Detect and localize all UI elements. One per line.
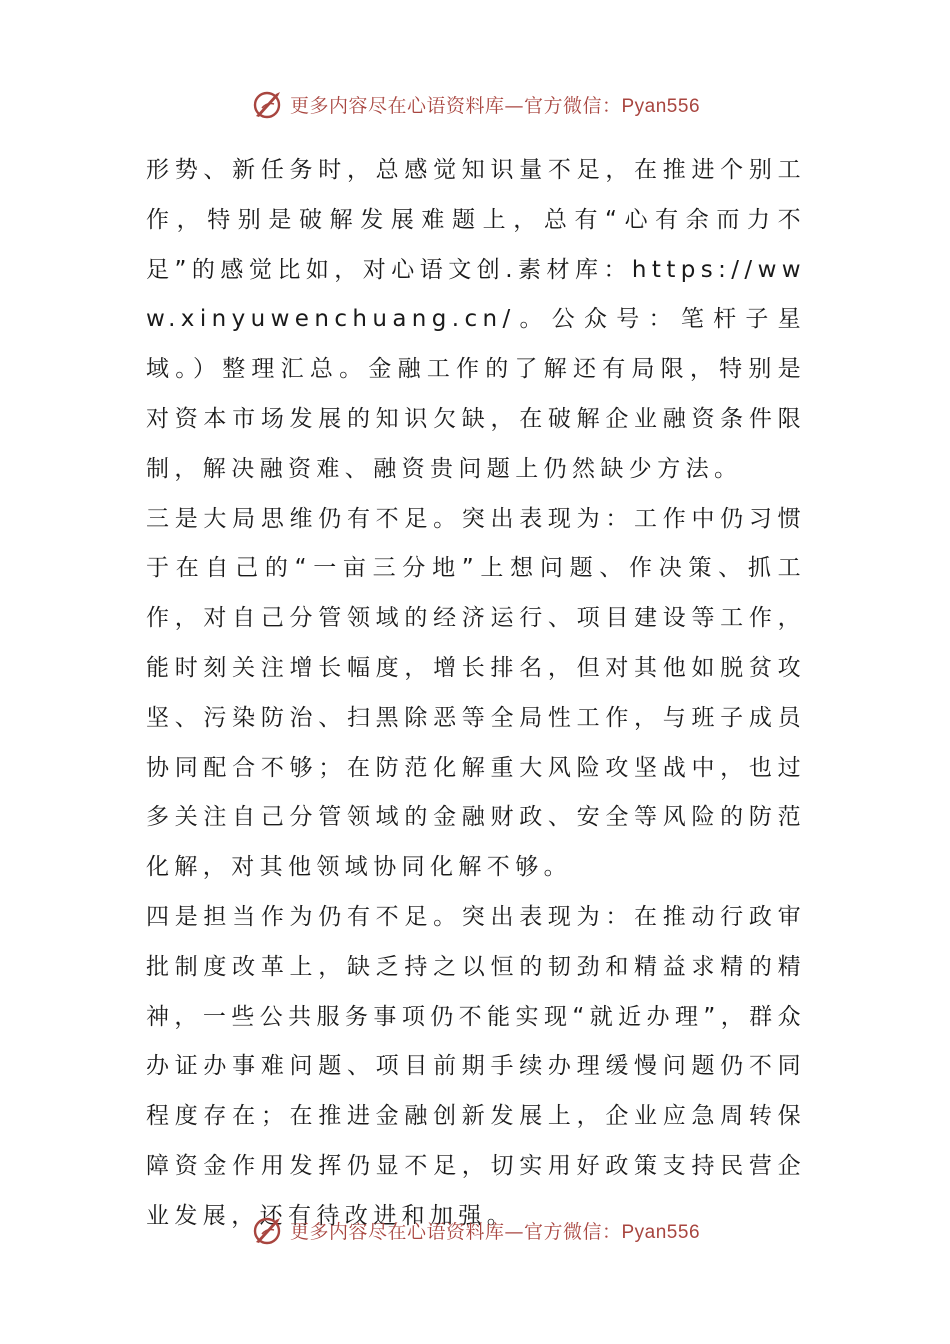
footer-banner-text (290, 1217, 700, 1244)
document-body (146, 146, 806, 1242)
footer-banner-account: Pyan556 (621, 1221, 701, 1243)
pen-circle-logo-icon (250, 1212, 286, 1248)
footer-banner-label: 更多内容尽在心语资料库—官方微信： (289, 1220, 622, 1243)
header-banner-account: Pyan556 (621, 95, 701, 117)
paragraph-1: 形势、新任务时，总感觉知识量不足，在推进个别工作，特别是破解发展难题上，总有“心有余而力不足”的感觉比如，对心语文创.素材库：https://www.xinyuwenchuang.cn/。公众号：笔杆子星域。）整理汇总。金融工作的了解还有局限，特别是对资本市场发展的知识欠缺，在破解企业融资条件限制，解决融资难、融资贵问题上仍然缺少方法。 (146, 157, 806, 482)
footer-banner (0, 1210, 950, 1250)
header-banner (0, 84, 950, 124)
paragraph-3: 四是担当作为仍有不足。突出表现为：在推动行政审批制度改革上，缺乏持之以恒的韧劲和精益求精的精神，一些公共服务事项仍不能实现“就近办理”，群众办证办事难问题、项目前期手续办理缓慢问题仍不同程度存在；在推进金融创新发展上，企业应急周转保障资金作用发挥仍显不足，切实用好政策支持民营企业发展，还有待改进和加强。 (146, 903, 806, 1229)
paragraph-2: 三是大局思维仍有不足。突出表现为：工作中仍习惯于在自己的“一亩三分地”上想问题、作决策、抓工作，对自己分管领域的经济运行、项目建设等工作，能时刻关注增长幅度，增长排名，但对其他如脱贫攻坚、污染防治、扫黑除恶等全局性工作，与班子成员协同配合不够；在防范化解重大风险攻坚战中，也过多关注自己分管领域的金融财政、安全等风险的防范化解，对其他领域协同化解不够。 (146, 505, 806, 881)
header-banner-label: 更多内容尽在心语资料库—官方微信： (289, 94, 622, 117)
pen-circle-logo-icon (250, 86, 286, 122)
header-banner-text (290, 91, 700, 118)
